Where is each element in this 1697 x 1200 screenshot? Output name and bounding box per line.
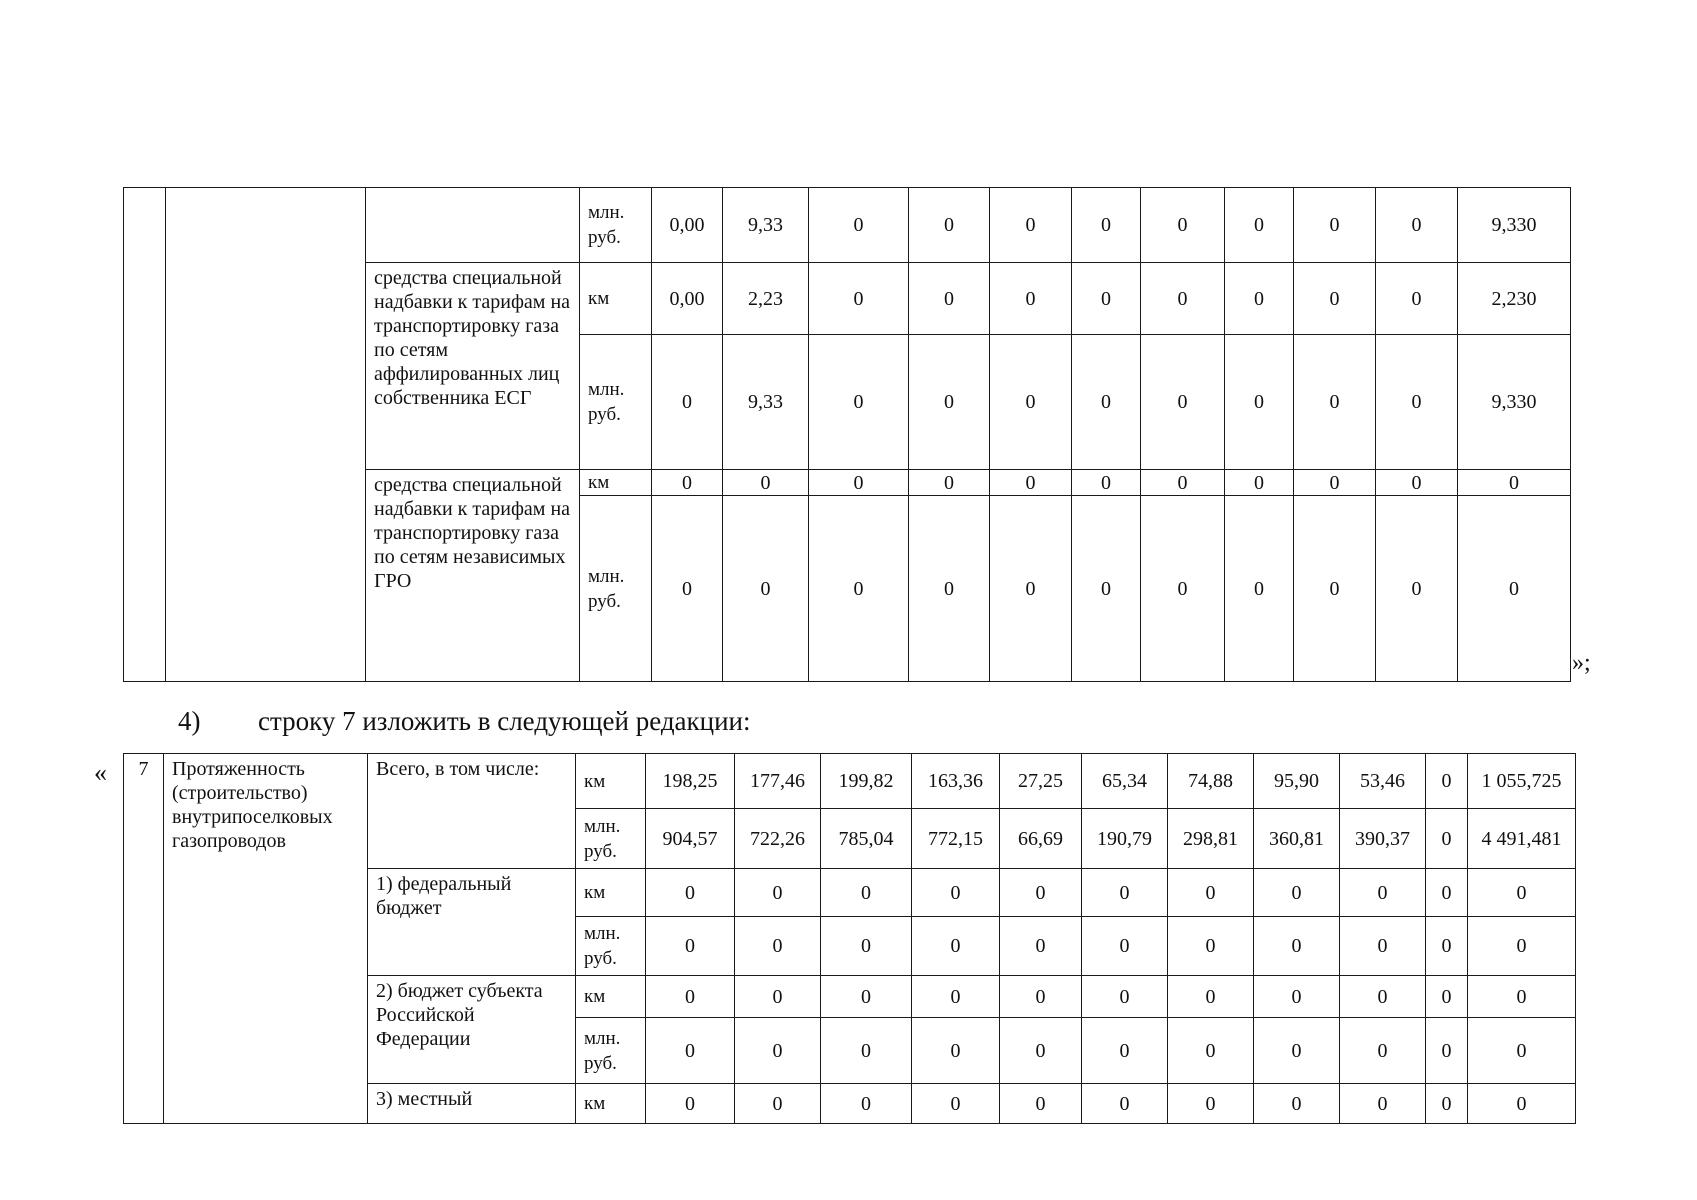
- value-cell: 0: [909, 470, 990, 496]
- value-cell: 0: [1426, 1018, 1468, 1084]
- closing-quote: »;: [1572, 650, 1591, 676]
- value-cell: 177,46: [735, 754, 821, 809]
- value-cell: 0: [1254, 917, 1340, 976]
- value-cell: 0: [809, 188, 909, 263]
- value-cell: 0: [1254, 1018, 1340, 1084]
- value-cell: 0: [1000, 917, 1082, 976]
- value-cell: 0: [909, 496, 990, 682]
- value-cell: 0: [1225, 263, 1294, 335]
- value-cell: 0: [646, 917, 735, 976]
- value-cell: 0: [1000, 1018, 1082, 1084]
- value-cell: 0: [652, 470, 723, 496]
- value-cell: 0: [912, 869, 1000, 917]
- value-cell: 0: [735, 1018, 821, 1084]
- total-cell: 9,330: [1458, 335, 1571, 470]
- table-row: [124, 188, 1571, 263]
- value-cell: 0: [1072, 188, 1141, 263]
- total-cell: 0: [1458, 496, 1571, 682]
- value-cell: 0: [1294, 470, 1376, 496]
- value-cell: 0: [646, 1018, 735, 1084]
- total-cell: 2,230: [1458, 263, 1571, 335]
- unit-cell: км: [580, 263, 652, 335]
- value-cell: 904,57: [646, 809, 735, 869]
- value-cell: 95,90: [1254, 754, 1340, 809]
- row-number-cell: [124, 188, 166, 682]
- value-cell: 0: [990, 188, 1072, 263]
- value-cell: 0: [1294, 335, 1376, 470]
- value-cell: 0: [1254, 869, 1340, 917]
- source-label-total: Всего, в том числе:: [368, 754, 576, 869]
- value-cell: 2,23: [723, 263, 809, 335]
- value-cell: 0: [1000, 1084, 1082, 1124]
- value-cell: 0: [1376, 496, 1458, 682]
- unit-cell: млн. руб.: [580, 496, 652, 682]
- value-cell: 0: [1082, 1084, 1168, 1124]
- item-instruction: строку 7 изложить в следующей редакции:: [258, 706, 751, 736]
- value-cell: 0: [1082, 1018, 1168, 1084]
- value-cell: 785,04: [821, 809, 912, 869]
- value-cell: 0: [646, 869, 735, 917]
- total-cell: 1 055,725: [1468, 754, 1576, 809]
- value-cell: 0: [1294, 188, 1376, 263]
- value-cell: 0: [1072, 335, 1141, 470]
- value-cell: 66,69: [1000, 809, 1082, 869]
- value-cell: 0: [1072, 470, 1141, 496]
- value-cell: 0: [1000, 976, 1082, 1018]
- row-7-table: [123, 753, 1576, 1124]
- value-cell: 0: [1225, 335, 1294, 470]
- value-cell: 0: [1168, 1018, 1254, 1084]
- total-cell: 0: [1458, 470, 1571, 496]
- funding-sources-table-continued: [123, 187, 1571, 682]
- value-cell: 0: [1376, 188, 1458, 263]
- value-cell: 0: [1072, 263, 1141, 335]
- value-cell: 0: [1072, 496, 1141, 682]
- value-cell: 0: [1340, 917, 1426, 976]
- value-cell: 0: [1141, 335, 1225, 470]
- value-cell: 0: [652, 496, 723, 682]
- value-cell: 0: [1082, 869, 1168, 917]
- value-cell: 0: [1225, 470, 1294, 496]
- value-cell: 0: [735, 976, 821, 1018]
- source-label-independent: средства специальной надбавки к тарифам на транспортировку газа по сетям независимых ГРО: [366, 470, 580, 682]
- value-cell: 0: [821, 976, 912, 1018]
- value-cell: 0: [821, 869, 912, 917]
- value-cell: 0,00: [652, 263, 723, 335]
- unit-cell: млн. руб.: [576, 809, 646, 869]
- value-cell: 0: [1376, 263, 1458, 335]
- value-cell: 53,46: [1340, 754, 1426, 809]
- value-cell: 0: [1426, 1084, 1468, 1124]
- unit-cell: млн. руб.: [576, 917, 646, 976]
- unit-cell: млн. руб.: [580, 335, 652, 470]
- value-cell: 0: [1376, 470, 1458, 496]
- unit-cell: млн. руб.: [576, 1018, 646, 1084]
- value-cell: 722,26: [735, 809, 821, 869]
- value-cell: 390,37: [1340, 809, 1426, 869]
- value-cell: 0: [909, 188, 990, 263]
- value-cell: 0: [1168, 1084, 1254, 1124]
- value-cell: 298,81: [1168, 809, 1254, 869]
- opening-quote: «: [94, 758, 107, 787]
- source-cell: [366, 188, 580, 263]
- value-cell: 0: [809, 496, 909, 682]
- value-cell: 0: [723, 470, 809, 496]
- unit-cell: км: [576, 1084, 646, 1124]
- value-cell: 0: [1254, 976, 1340, 1018]
- value-cell: 0: [1141, 263, 1225, 335]
- value-cell: 0: [990, 470, 1072, 496]
- value-cell: 0: [1254, 1084, 1340, 1124]
- value-cell: 0: [912, 1018, 1000, 1084]
- value-cell: 0: [1000, 869, 1082, 917]
- value-cell: 0: [1426, 917, 1468, 976]
- value-cell: 74,88: [1168, 754, 1254, 809]
- value-cell: 0: [912, 917, 1000, 976]
- value-cell: 0: [990, 263, 1072, 335]
- value-cell: 190,79: [1082, 809, 1168, 869]
- total-cell: 0: [1468, 917, 1576, 976]
- value-cell: 0: [821, 1018, 912, 1084]
- value-cell: 0: [1294, 496, 1376, 682]
- table-row: [124, 754, 1576, 809]
- value-cell: 0: [909, 263, 990, 335]
- indicator-cell: [166, 188, 366, 682]
- value-cell: 0: [1340, 1084, 1426, 1124]
- value-cell: 360,81: [1254, 809, 1340, 869]
- value-cell: 0: [646, 1084, 735, 1124]
- unit-cell: км: [580, 470, 652, 496]
- total-cell: 0: [1468, 1018, 1576, 1084]
- value-cell: 0: [912, 976, 1000, 1018]
- value-cell: 0: [646, 976, 735, 1018]
- value-cell: 9,33: [723, 335, 809, 470]
- value-cell: 0: [909, 335, 990, 470]
- value-cell: 0: [1225, 496, 1294, 682]
- value-cell: 0: [1168, 869, 1254, 917]
- value-cell: 0: [990, 335, 1072, 470]
- value-cell: 163,36: [912, 754, 1000, 809]
- unit-cell: км: [576, 976, 646, 1018]
- total-cell: 0: [1468, 976, 1576, 1018]
- value-cell: 0: [1141, 470, 1225, 496]
- value-cell: 0: [809, 335, 909, 470]
- unit-cell: км: [576, 754, 646, 809]
- value-cell: 0: [1340, 976, 1426, 1018]
- value-cell: 0: [735, 869, 821, 917]
- value-cell: 0,00: [652, 188, 723, 263]
- value-cell: 772,15: [912, 809, 1000, 869]
- value-cell: 0: [1426, 976, 1468, 1018]
- value-cell: 0: [809, 470, 909, 496]
- source-label-regional: 2) бюджет субъекта Российской Федерации: [368, 976, 576, 1084]
- value-cell: 0: [821, 1084, 912, 1124]
- value-cell: 27,25: [1000, 754, 1082, 809]
- value-cell: 0: [821, 917, 912, 976]
- value-cell: 0: [735, 917, 821, 976]
- value-cell: 0: [1141, 188, 1225, 263]
- unit-cell: млн. руб.: [580, 188, 652, 263]
- value-cell: 0: [1082, 917, 1168, 976]
- value-cell: 0: [1340, 1018, 1426, 1084]
- total-cell: 0: [1468, 869, 1576, 917]
- source-label-federal: 1) федеральный бюджет: [368, 869, 576, 976]
- value-cell: 0: [809, 263, 909, 335]
- row-number-cell: 7: [124, 754, 164, 1124]
- item-number: 4): [178, 706, 201, 736]
- value-cell: 0: [1294, 263, 1376, 335]
- value-cell: 0: [912, 1084, 1000, 1124]
- value-cell: 0: [1141, 496, 1225, 682]
- source-label-local: 3) местный: [368, 1084, 576, 1124]
- total-cell: 9,330: [1458, 188, 1571, 263]
- total-cell: 0: [1468, 1084, 1576, 1124]
- value-cell: 0: [1426, 754, 1468, 809]
- value-cell: 0: [1426, 869, 1468, 917]
- value-cell: 65,34: [1082, 754, 1168, 809]
- unit-cell: км: [576, 869, 646, 917]
- value-cell: 0: [990, 496, 1072, 682]
- source-label-affiliated: средства специальной надбавки к тарифам на транспортировку газа по сетям аффилированных лиц собственника ЕСГ: [366, 263, 580, 470]
- value-cell: 0: [1168, 976, 1254, 1018]
- value-cell: 0: [1168, 917, 1254, 976]
- total-cell: 4 491,481: [1468, 809, 1576, 869]
- indicator-cell: Протяженность (строительство) внутрипоселковых газопроводов: [164, 754, 368, 1124]
- value-cell: 0: [1426, 809, 1468, 869]
- value-cell: 0: [1376, 335, 1458, 470]
- value-cell: 0: [1225, 188, 1294, 263]
- value-cell: 0: [1340, 869, 1426, 917]
- value-cell: 9,33: [723, 188, 809, 263]
- value-cell: 0: [652, 335, 723, 470]
- value-cell: 0: [1082, 976, 1168, 1018]
- value-cell: 0: [723, 496, 809, 682]
- value-cell: 199,82: [821, 754, 912, 809]
- value-cell: 0: [735, 1084, 821, 1124]
- value-cell: 198,25: [646, 754, 735, 809]
